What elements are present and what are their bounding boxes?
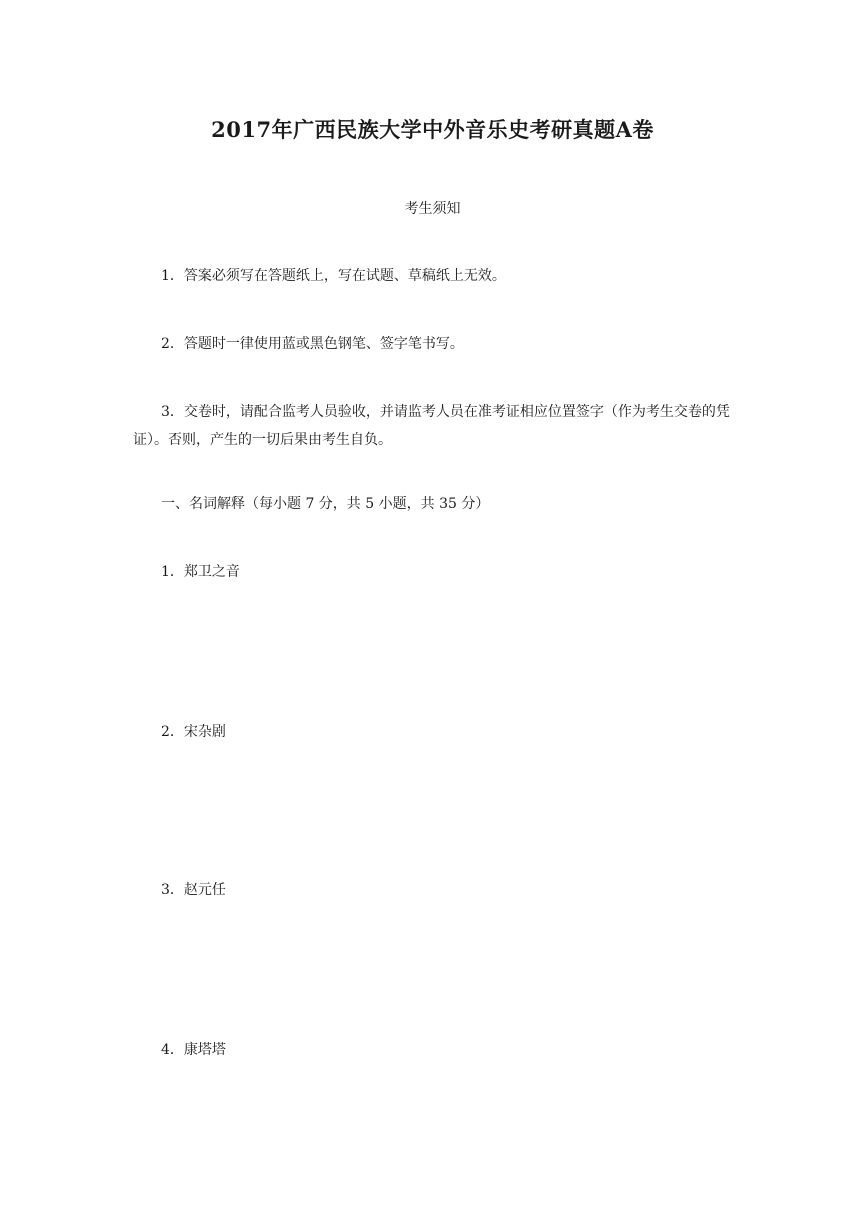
question-2: 2．宋杂剧 — [161, 724, 226, 740]
question-1: 1．郑卫之音 — [161, 564, 240, 580]
section-title: 一、名词解释（每小题 7 分，共 5 小题，共 35 分） — [161, 496, 490, 512]
notice-item-2: 2．答题时一律使用蓝或黑色钢笔、签字笔书写。 — [161, 336, 464, 352]
notice-item-1: 1．答案必须写在答题纸上，写在试题、草稿纸上无效。 — [161, 268, 506, 284]
notice-item-3: 3．交卷时，请配合监考人员验收，并请监考人员在准考证相应位置签字（作为考生交卷的凭证）。否则，产生的一切后果由考生自负。 — [133, 404, 730, 448]
question-3: 3．赵元任 — [161, 882, 226, 898]
notice-heading: 考生须知 — [404, 201, 461, 217]
document-title: 2017年广西民族大学中外音乐史考研真题A卷 — [211, 117, 654, 142]
question-4: 4．康塔塔 — [161, 1042, 226, 1058]
